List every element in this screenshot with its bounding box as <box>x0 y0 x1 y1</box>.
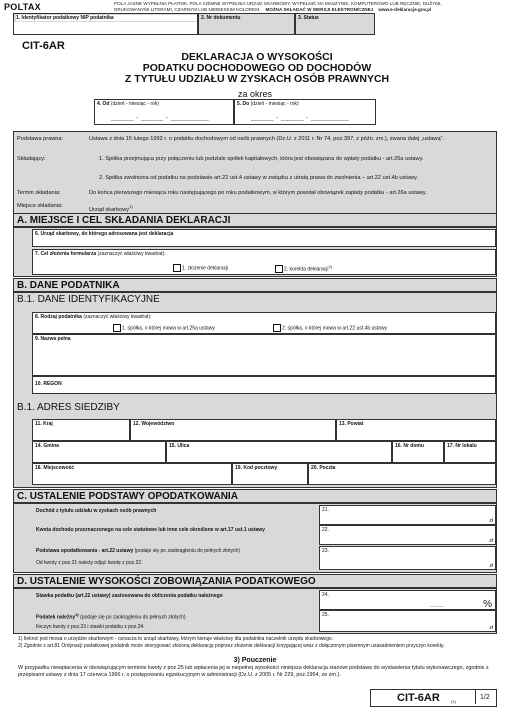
field-23-unit: zł <box>489 563 493 569</box>
header-note-line1: POLA JASNE WYPEŁNIA PŁATNIK, POLA CIEMNE WYPEŁNIA URZĄD SKARBOWY. WYPEŁNIĆ NA MASZYNIE, KOMPUTEROWO LUB RĘCZNIE, DUŻYMI, <box>114 1 442 6</box>
field-11[interactable] <box>32 419 130 441</box>
field-24-dots: .......... <box>430 603 444 609</box>
period-from-field[interactable] <box>94 99 234 125</box>
field-8-hint: (zaznaczyć właściwy kwadrat): <box>83 314 152 320</box>
info-skladajacy-key: Składający: <box>17 156 46 162</box>
option-zlozenie-label: 1. złożenie deklaracji <box>182 265 229 272</box>
period-to-field[interactable] <box>234 99 376 125</box>
field-6-label: 6. Urząd skarbowy, do którego adresowana jest deklaracja <box>35 231 174 237</box>
header-note-line2 <box>114 7 504 13</box>
section-b-title: B. DANE PODATNIKA <box>13 278 497 292</box>
field-7-label <box>35 251 166 257</box>
option-art25a-label: 1. spółka, o której mowa w art.25a ustawy <box>122 325 215 332</box>
row-22-label: Kwota dochodu przeznaczonego na cele statutowe lub inne cele określone w art.17 ust.1 ustawy <box>36 527 265 533</box>
checkbox-art25a[interactable] <box>113 324 121 332</box>
brand-poltax: POLTAX <box>4 2 41 12</box>
section-c-title: C. USTALENIE PODSTAWY OPODATKOWANIA <box>13 489 497 503</box>
field-16-label: 16. Nr domu <box>395 443 424 449</box>
field-7 <box>32 249 496 275</box>
field-20-label: 20. Poczta <box>311 465 336 471</box>
info-podstawa-key: Podstawa prawna: <box>17 136 64 142</box>
header-url: www.e-deklaracje.gov.pl <box>378 6 432 12</box>
footer-form-code: CIT-6AR <box>397 692 440 704</box>
info-miejsce-text: Urząd skarbowy <box>89 206 130 213</box>
pouczenie-title: 3) Pouczenie <box>233 657 277 664</box>
period-to-label <box>237 101 299 107</box>
nip-field <box>13 13 198 35</box>
header-note-line2-b: MOŻNA SKŁADAĆ W WERSJI ELEKTRONICZNEJ <box>265 6 374 12</box>
field-11-label: 11. Kraj <box>35 421 53 427</box>
option-art22[interactable] <box>273 324 387 332</box>
field-21-num: 21. <box>322 507 329 513</box>
status-label: 3. Status <box>298 15 319 21</box>
field-7-num: 7. Cel złożenia formularza <box>35 251 97 257</box>
field-15-label: 15. Ulica <box>169 443 190 449</box>
header-note-line2-a: DRUKOWANYMI LITERAMI, CZARNYM LUB NIEBIESKIM KOLOREM. <box>114 6 261 12</box>
checkbox-korekta[interactable] <box>275 265 283 273</box>
row-21-label: Dochód z tytułu udziału w zyskach osób prawnych <box>36 508 157 514</box>
footer-page: 1/2 <box>475 690 490 704</box>
field-19-label: 19. Kod pocztowy <box>235 465 278 471</box>
option-korekta-label: 2. korekta deklaracji <box>284 266 329 273</box>
row-25-sub: Iloczyn kwoty z poz.23 i stawki podatku z poz.24. <box>36 624 145 630</box>
footer-box <box>370 689 497 707</box>
field-13-label: 13. Powiat <box>339 421 364 427</box>
section-c-body <box>13 503 497 573</box>
option-korekta-sup: 2) <box>328 264 333 269</box>
title-line-2: PODATKU DOCHODOWEGO OD DOCHODÓW <box>142 62 372 74</box>
row-23-sub: Od kwoty z poz.21 należy odjąć kwotę z poz.22. <box>36 560 143 566</box>
field-14-label: 14. Gmina <box>35 443 59 449</box>
field-25-unit: zł <box>489 625 493 631</box>
row-24-label: Stawka podatku (art.22 ustawy) zastosowana do obliczenia podatku należnego <box>36 593 223 599</box>
field-19[interactable] <box>232 463 308 485</box>
footnote-1: 1) Ilekroć jest mowa o urzędzie skarbowym - oznacza to urząd skarbowy, którym kieruje właściwy dla podatnika naczelnik urzędu skarbowego. <box>18 636 334 642</box>
subsection-b1: B.1. DANE IDENTYFIKACYJNE <box>17 294 160 305</box>
field-22-num: 22. <box>322 527 329 533</box>
doc-no-label: 2. Nr dokumentu <box>201 15 241 21</box>
period-to-dots: ______ - ______ - __________ <box>251 115 350 121</box>
field-8 <box>32 312 496 334</box>
field-8-label <box>35 314 151 320</box>
field-21[interactable] <box>319 505 496 525</box>
field-15[interactable] <box>166 441 392 463</box>
field-25[interactable] <box>319 610 496 632</box>
field-16[interactable] <box>392 441 444 463</box>
field-18-label: 18. Miejscowość <box>35 465 75 471</box>
row-23-label <box>36 548 240 554</box>
field-10[interactable] <box>32 376 496 394</box>
field-17[interactable] <box>444 441 496 463</box>
section-b-body <box>13 292 497 488</box>
period-to-num: 5. Do <box>237 101 250 107</box>
field-24-percent: % <box>483 599 492 610</box>
field-17-label: 17. Nr lokalu <box>447 443 477 449</box>
period-from-num: 4. Od <box>97 101 110 107</box>
info-miejsce-key: Miejsce składania: <box>17 203 63 209</box>
option-korekta[interactable] <box>275 264 332 273</box>
field-18[interactable] <box>32 463 232 485</box>
field-8-num: 8. Rodzaj podatnika <box>35 314 82 320</box>
field-14[interactable] <box>32 441 166 463</box>
info-skladajacy-2: 2. Spółka zwolniona od podatku na podstawie art.22 ust.4 ustawy w związku z utratą prawa do zwolnienia – art.22 ust.4b ustawy. <box>99 175 418 181</box>
footnote-2: 2) Zgodnie z art.81 Ordynacji podatkowej podatnik może skorygować złożoną deklarację poprzez złożenie deklaracji korygującej wraz z dołączonym pisemnym uzasadnieniem przyczyn korekty. <box>18 643 445 649</box>
doc-no-field <box>198 13 295 35</box>
field-25-num: 25. <box>322 612 329 618</box>
field-12[interactable] <box>130 419 336 441</box>
field-13[interactable] <box>336 419 496 441</box>
pouczenie-text: W przypadku niewpłacenia w obowiązującym terminie kwoty z poz.25 lub wpłacenia jej w niepełnej wysokości niniejsza deklaracja stanowi podstawę do wystawienia tytułu wykonawczego, zgodnie z przepisami ustawy z dnia 17 czerwca 1966 r. o postępowaniu egzekucyjnym w administracji (Dz.U. z 2005 r. Nr 229, poz.1954, ze zm.). <box>18 665 489 678</box>
form-title <box>60 52 454 85</box>
title-line-1: DEKLARACJA O WYSOKOŚCI <box>181 51 333 63</box>
field-24-num: 24. <box>322 592 329 598</box>
field-9[interactable] <box>32 334 496 376</box>
info-termin-key: Termin składania: <box>17 190 61 196</box>
nip-input[interactable] <box>14 22 197 34</box>
section-d-title: D. USTALENIE WYSOKOŚCI ZOBOWIĄZANIA PODATKOWEGO <box>13 574 497 588</box>
field-7-hint: (zaznaczyć właściwy kwadrat): <box>97 251 166 257</box>
row-23-hint: (podaje się po zaokrągleniu do pełnych złotych) <box>134 548 240 554</box>
info-skladajacy-1: 1. Spółka przejmująca przy połączeniu lub podziale spółek kapitałowych, która jest obowiązana do wpłaty podatku - art.25a ustawy. <box>99 156 424 162</box>
title-line-3: Z TYTUŁU UDZIAŁU W ZYSKACH OSÓB PRAWNYCH <box>124 73 390 85</box>
field-20[interactable] <box>308 463 496 485</box>
header-instructions <box>114 1 504 12</box>
field-10-label: 10. REGON <box>35 381 62 387</box>
option-art25a[interactable] <box>113 324 215 332</box>
info-miejsce-sup: 1) <box>129 204 133 209</box>
field-9-label: 9. Nazwa pełna <box>35 336 71 342</box>
info-termin-value: Do końca pierwszego miesiąca roku następującego po roku podatkowym, w którym powstał obowiązek zapłaty podatku - art.26a ustawy. <box>89 190 427 196</box>
section-a-body <box>13 227 497 277</box>
period-from-dots: ______ - ______ - __________ <box>111 115 210 121</box>
field-22[interactable] <box>319 525 496 545</box>
period-to-hint: (dzień - miesiąc - rok) <box>250 101 299 107</box>
info-block <box>13 131 497 221</box>
checkbox-zlozenie[interactable] <box>173 264 181 272</box>
checkbox-art22[interactable] <box>273 324 281 332</box>
period-from-label <box>97 101 159 107</box>
field-23[interactable] <box>319 546 496 570</box>
period-from-hint: (dzień - miesiąc - rok) <box>110 101 159 107</box>
subsection-b2: B.1. ADRES SIEDZIBY <box>17 402 120 413</box>
field-23-num: 23. <box>322 548 329 554</box>
option-zlozenie[interactable] <box>173 264 228 272</box>
nip-label: 1. Identyfikator podatkowy NIP podatnika <box>16 15 197 21</box>
footer-version: (1) <box>451 699 456 704</box>
section-d-body <box>13 588 497 634</box>
field-21-unit: zł <box>489 518 493 524</box>
section-a-title: A. MIEJSCE I CEL SKŁADANIA DEKLARACJI <box>13 213 497 227</box>
field-22-unit: zł <box>489 538 493 544</box>
row-25-text: Podatek należny <box>36 614 76 621</box>
status-field <box>295 13 375 35</box>
field-6[interactable] <box>32 229 496 247</box>
info-podstawa-value: Ustawa z dnia 15 lutego 1992 r. o podatku dochodowym od osób prawnych (Dz.U. z 2011 r. Nr 74, poz.397, z późn. zm.), zwana dalej „ustawą”. <box>89 136 444 142</box>
row-25-label <box>36 612 185 621</box>
za-okres: za okres <box>237 89 272 99</box>
field-24[interactable] <box>319 590 496 610</box>
row-25-hint: (podaje się po zaokrągleniu do pełnych złotych) <box>80 614 186 621</box>
field-12-label: 12. Województwo <box>133 421 175 427</box>
row-23-text: Podstawa opodatkowania - art.22 ustawy <box>36 548 134 554</box>
form-code: CIT-6AR <box>22 40 65 52</box>
row-25-sup: 3) <box>75 612 79 617</box>
option-art22-label: 2. spółka, o której mowa w art.22 ust.4b ustawy <box>282 325 388 332</box>
